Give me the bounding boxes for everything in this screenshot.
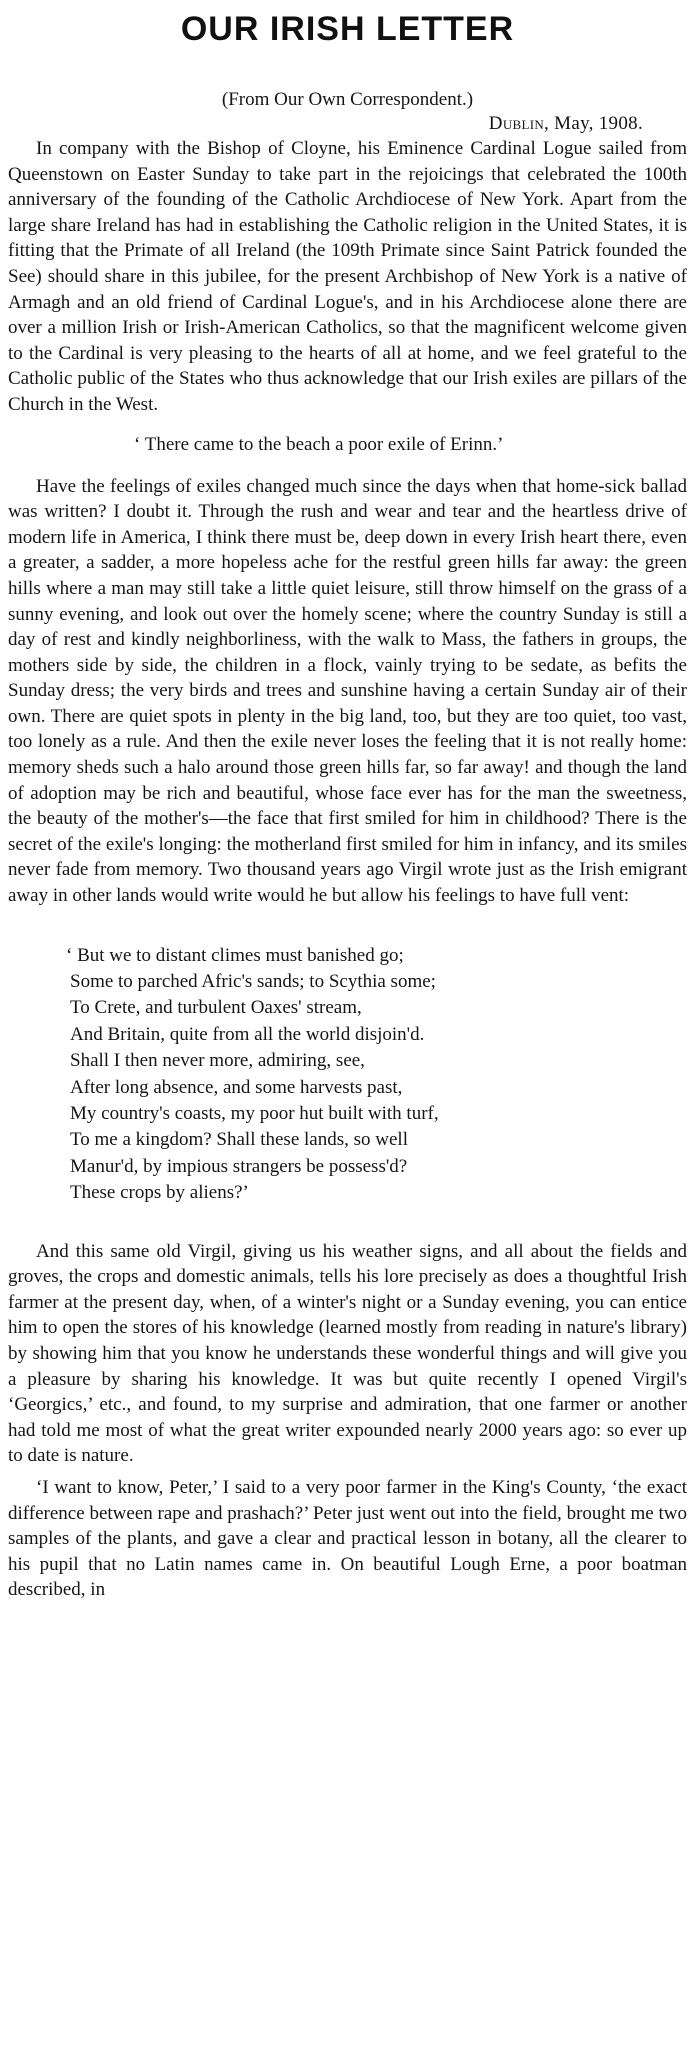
dateline-date: May, 1908. bbox=[554, 113, 643, 134]
poem-line: These crops by aliens?’ bbox=[70, 1182, 249, 1204]
paragraph-3: And this same old Virgil, giving us his weather signs, and all about the fields and groves, the crops and domestic animals, tells his lore precisely as does a thoughtful Irish farmer at the present day, when, of a winter's night or a Sunday evening, you can entice him to open the stores of his knowledge (learned mostly from reading in nature's library) by showing him that you know he understands these wonderful things and will give you a pleasure by sharing his knowledge. It was but quite recently I opened Virgil's ‘Georgics,’ etc., and found, to my surprise and admiration, that one farmer or another had told me most of what the great writer expounded nearly 2000 years ago: so ever up to date is nature. bbox=[8, 1240, 687, 1467]
dateline bbox=[8, 112, 687, 136]
poem-line: Some to parched Afric's sands; to Scythia some; bbox=[70, 971, 436, 993]
paragraph-4: ‘I want to know, Peter,’ I said to a very poor farmer in the King's County, ‘the exact difference between rape and prashach?’ Peter just went out into the field, brought me two samples of the plants, and gave a clear and practical lesson in botany, all the clearer to his pupil that no Latin names came in. On beautiful Lough Erne, a poor boatman described, in bbox=[8, 1477, 687, 1601]
poem-line: My country's coasts, my poor hut built with turf, bbox=[70, 1103, 439, 1125]
poem-line: To me a kingdom? Shall these lands, so well bbox=[70, 1129, 408, 1151]
poem-line: To Crete, and turbulent Oaxes' stream, bbox=[70, 997, 362, 1019]
byline: (From Our Own Correspondent.) bbox=[221, 89, 474, 110]
paragraph-1: In company with the Bishop of Cloyne, his Eminence Cardinal Logue sailed from Queenstown on Easter Sunday to take part in the rejoicings that celebrated the 100th anniversary of the founding of the Catholic Archdiocese of New York. Apart from the large share Ireland has had in establishing the Catholic religion in the United States, it is fitting that the Primate of all Ireland (the 109th Primate since Saint Patrick founded the See) should share in this jubilee, for the present Archbishop of New York is a native of Armagh and an old friend of Cardinal Logue's, and in his Archdiocese alone there are over a million Irish or Irish-American Catholics, so that the magnificent welcome given to the Cardinal is very pleasing to the hearts of all at home, and we feel grateful to the Catholic public of the States who thus acknowledge that our Irish exiles are pillars of the Church in the West. bbox=[8, 138, 687, 415]
ballad-quote: ‘ There came to the beach a poor exile of Erinn.’ bbox=[134, 433, 504, 455]
poem-line: ‘ But we to distant climes must banished go; bbox=[66, 944, 404, 966]
poem-line: Manur'd, by impious strangers be possess'd? bbox=[70, 1155, 408, 1177]
poem-line: Shall I then never more, admiring, see, bbox=[70, 1050, 365, 1072]
article-title: OUR IRISH LETTER bbox=[180, 10, 515, 48]
poem-line: After long absence, and some harvests past, bbox=[70, 1076, 403, 1098]
poem-line: And Britain, quite from all the world disjoin'd. bbox=[70, 1023, 425, 1045]
dateline-city: Dublin, bbox=[488, 113, 550, 134]
paragraph-2: Have the feelings of exiles changed much since the days when that home-sick ballad was written? I doubt it. Through the rush and wear and tear and the heartless drive of modern life in America, I think there must be, deep down in every Irish heart there, even a greater, a sadder, a more hopeless ache for the restful green hills far away: the green hills where a man may still take a little quiet leisure, still throw himself on the grass of a sunny evening, and look out over the homely scene; where the country Sunday is still a day of rest and kindly neighborliness, with the walk to Mass, the fathers in groups, the mothers side by side, the children in a flock, vainly trying to be sedate, as befits the Sunday dress; the very birds and trees and sunshine having a certain Sunday air of their own. There are quiet spots in plenty in the big land, too, but they are too quiet, too vast, too lonely as a rule. And then the exile never loses the feeling that it is not really home: memory sheds such a halo around those green hills far, so far away! and though the land of adoption may be rich and beautiful, whose face ever has for the man the sweetness, the beauty of the mother's—the face that first smiled for him in childhood? There is the secret of the exile's longing: the motherland first smiled for him in infancy, and its smiles never fade from memory. Two thousand years ago Virgil wrote just as the Irish emigrant away in other lands would write would he but allow his feelings to have full vent: bbox=[8, 475, 687, 907]
virgil-poem bbox=[66, 943, 687, 1207]
